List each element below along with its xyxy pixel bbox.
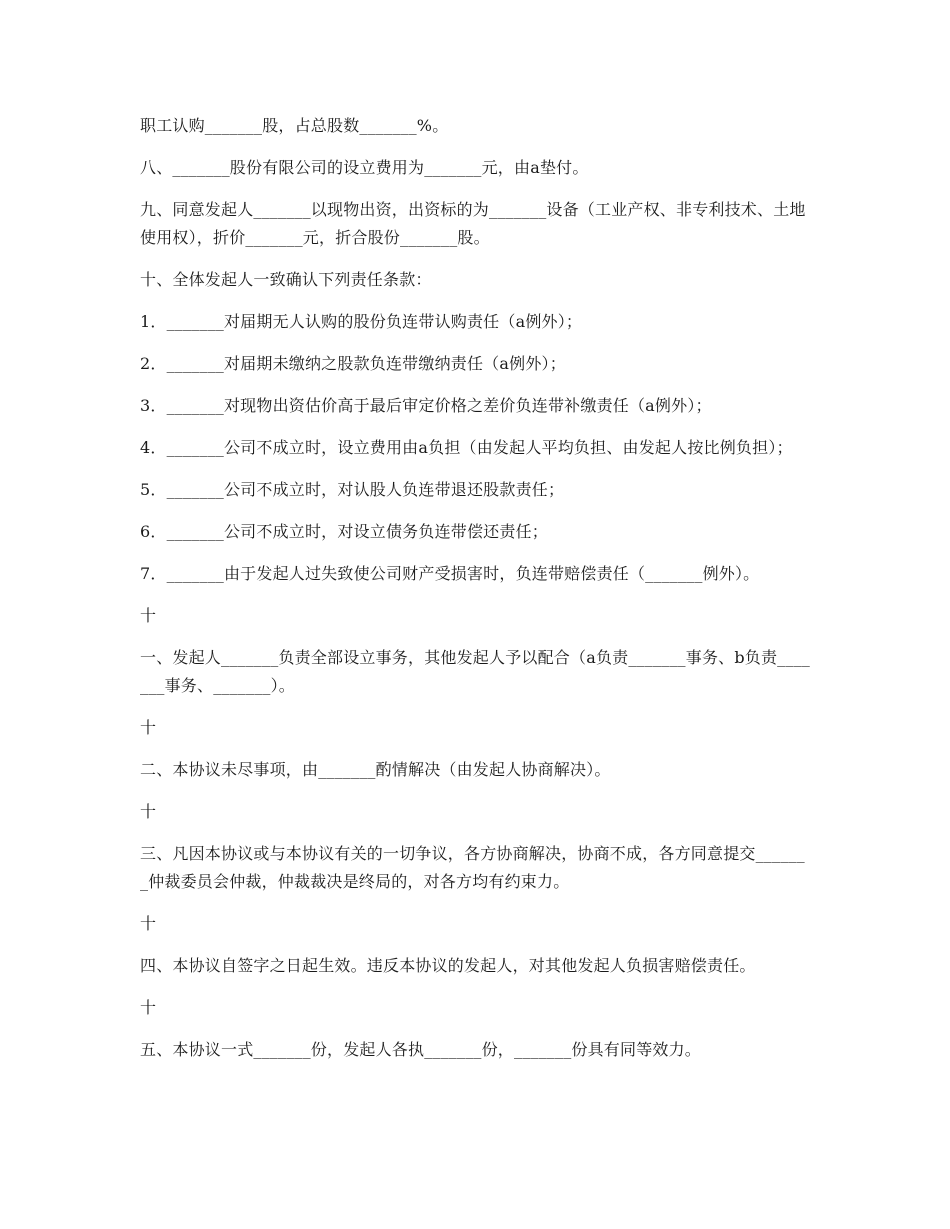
- paragraph-article-8: 八、_______股份有限公司的设立费用为_______元，由a垫付。: [140, 158, 589, 177]
- paragraph-article-11: 一、发起人_______负责全部设立事务，其他发起人予以配合（a负责_______事务、b负责_______事务、_______）。: [140, 648, 810, 695]
- paragraph-employee-subscription: 职工认购_______股，占总股数_______%。: [140, 116, 449, 135]
- article-number-prefix: 十: [140, 606, 157, 625]
- paragraph-article-15: 五、本协议一式_______份，发起人各执_______份，_______份具有同等效力。: [140, 1040, 702, 1059]
- paragraph-article-13: 三、凡因本协议或与本协议有关的一切争议，各方协商解决，协商不成，各方同意提交_______仲裁委员会仲裁，仲裁裁决是终局的，对各方均有约束力。: [140, 844, 805, 891]
- document-body: [140, 112, 812, 1078]
- clause-item-5: 5．_______公司不成立时，对认股人负连带退还股款责任；: [140, 480, 565, 499]
- clause-item-3: 3．_______对现物出资估价高于最后审定价格之差价负连带补缴责任（a例外）；: [140, 396, 712, 415]
- clause-item-4: 4．_______公司不成立时，设立费用由a负担（由发起人平均负担、由发起人按比例负担）；: [140, 438, 793, 457]
- article-number-prefix: 十: [140, 998, 157, 1017]
- clause-item-1: 1．_______对届期无人认购的股份负连带认购责任（a例外）；: [140, 312, 583, 331]
- paragraph-article-9: 九、同意发起人_______以现物出资，出资标的为_______设备（工业产权、非专利技术、土地使用权），折价_______元，折合股份_______股。: [140, 200, 806, 247]
- article-number-prefix: 十: [140, 718, 157, 737]
- article-number-prefix: 十: [140, 802, 157, 821]
- paragraph-article-10: 十、全体发起人一致确认下列责任条款：: [140, 270, 432, 289]
- clause-item-6: 6．_______公司不成立时，对设立债务负连带偿还责任；: [140, 522, 548, 541]
- clause-item-7: 7．_______由于发起人过失致使公司财产受损害时，负连带赔偿责任（_______例外）。: [140, 564, 760, 583]
- article-number-prefix: 十: [140, 914, 157, 933]
- clause-item-2: 2．_______对届期未缴纳之股款负连带缴纳责任（a例外）；: [140, 354, 566, 373]
- paragraph-article-14: 四、本协议自签字之日起生效。违反本协议的发起人，对其他发起人负损害赔偿责任。: [140, 956, 756, 975]
- paragraph-article-12: 二、本协议未尽事项，由_______酌情解决（由发起人协商解决）。: [140, 760, 611, 779]
